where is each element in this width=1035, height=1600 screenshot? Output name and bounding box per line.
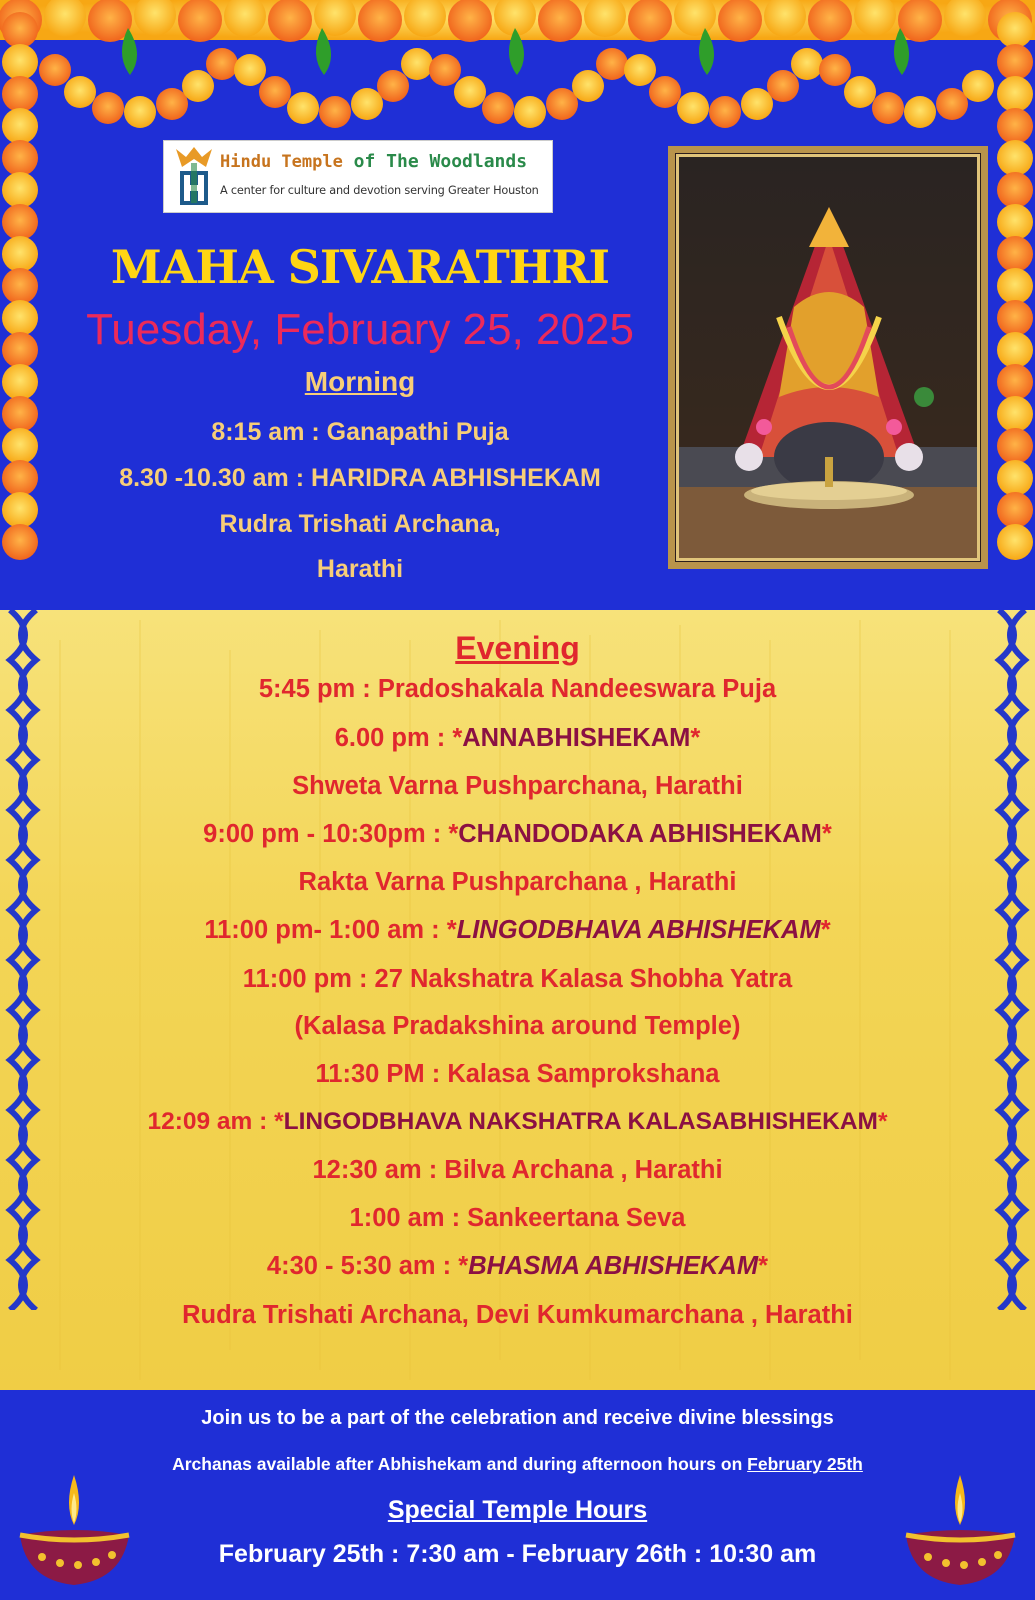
- footer-section: [0, 1390, 1035, 1600]
- evening-heading: Evening: [455, 630, 580, 666]
- evening-line: Rudra Trishati Archana, Devi Kumkumarchana , Harathi: [182, 1301, 853, 1329]
- join-text: Join us to be a part of the celebration and receive divine blessings: [201, 1407, 834, 1429]
- header-section: [0, 0, 1035, 610]
- evening-line: (Kalasa Pradakshina around Temple): [294, 1012, 741, 1040]
- evening-line: 11:30 PM : Kalasa Samprokshana: [315, 1060, 720, 1088]
- evening-line: 12:30 am : Bilva Archana , Harathi: [312, 1156, 723, 1184]
- temple-logo: [163, 140, 553, 213]
- morning-line: 8.30 -10.30 am : HARIDRA ABHISHEKAM: [119, 464, 601, 492]
- archanas-text: Archanas available after Abhishekam and during afternoon hours on February 25th: [172, 1454, 863, 1474]
- logo-name: Hindu Temple of The Woodlands: [220, 151, 528, 172]
- morning-line: Harathi: [316, 555, 404, 583]
- morning-heading: Morning: [304, 366, 416, 397]
- morning-line: Rudra Trishati Archana,: [219, 510, 501, 538]
- evening-line: 11:00 pm : 27 Nakshatra Kalasa Shobha Yatra: [242, 965, 793, 993]
- evening-line: 5:45 pm : Pradoshakala Nandeeswara Puja: [258, 675, 777, 703]
- blue-garland-right: [989, 610, 1035, 1310]
- evening-line: 12:09 am : *LINGODBHAVA NAKSHATRA KALASABHISHEKAM*: [147, 1108, 888, 1135]
- special-hours-heading: Special Temple Hours: [387, 1496, 648, 1524]
- marigold-garland-top: [0, 0, 1035, 135]
- diya-lamp-left-icon: [12, 1465, 137, 1590]
- morning-line: 8:15 am : Ganapathi Puja: [211, 418, 509, 446]
- temple-emblem-icon: [172, 145, 216, 207]
- evening-line: Shweta Varna Pushparchana, Harathi: [292, 772, 743, 800]
- evening-line: 11:00 pm- 1:00 am : *LINGODBHAVA ABHISHEKAM*: [204, 916, 831, 944]
- special-hours-text: February 25th : 7:30 am - February 26th : 10:30 am: [218, 1540, 817, 1568]
- diya-lamp-right-icon: [898, 1465, 1023, 1590]
- event-title: MAHA SIVARATHRI: [110, 240, 610, 294]
- blue-garland-left: [0, 610, 46, 1310]
- marigold-garland-right: [991, 0, 1035, 580]
- evening-line: 9:00 pm - 10:30pm : *CHANDODAKA ABHISHEKAM*: [203, 820, 832, 848]
- evening-line: 1:00 am : Sankeertana Seva: [349, 1204, 686, 1232]
- logo-tagline: A center for culture and devotion serving Greater Houston: [220, 184, 539, 197]
- evening-line: Rakta Varna Pushparchana , Harathi: [298, 868, 737, 896]
- marigold-garland-left: [0, 0, 44, 580]
- deity-photo: [668, 146, 988, 569]
- evening-line: 4:30 - 5:30 am : *BHASMA ABHISHEKAM*: [266, 1252, 769, 1280]
- evening-line: 6.00 pm : *ANNABHISHEKAM*: [334, 724, 701, 752]
- evening-section: [0, 610, 1035, 1390]
- event-date: Tuesday, February 25, 2025: [86, 305, 634, 354]
